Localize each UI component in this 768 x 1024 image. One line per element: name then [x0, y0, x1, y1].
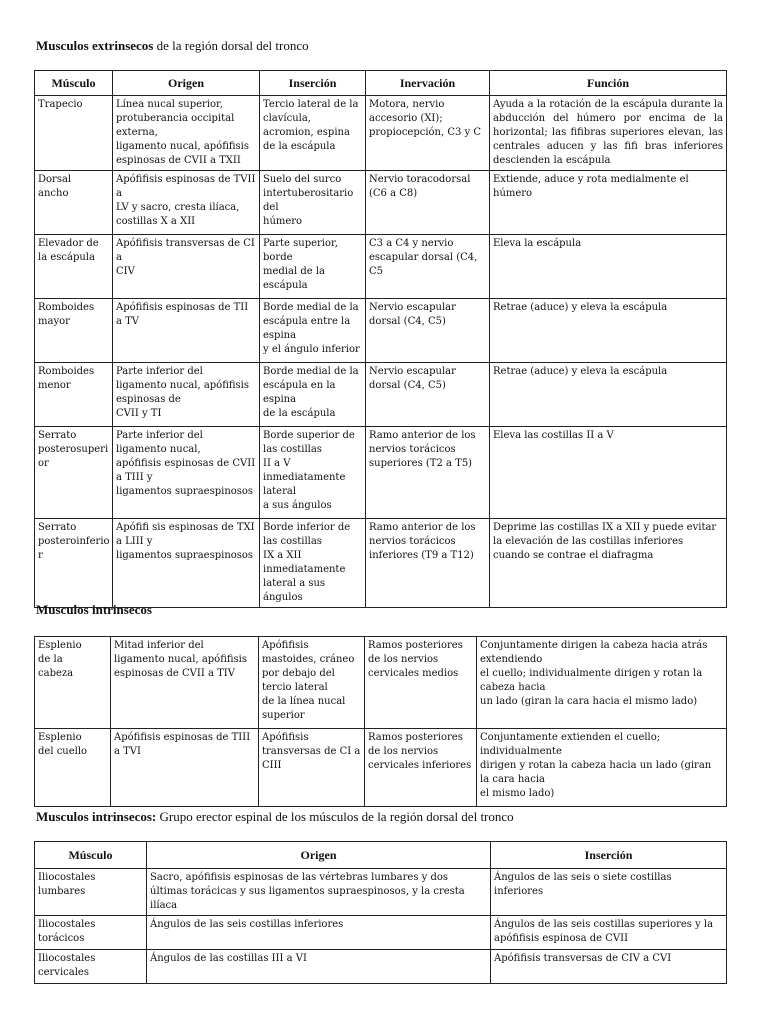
- header-insercion: Inserción: [260, 71, 366, 96]
- cell-muscle: Iliocostales lumbares: [35, 869, 147, 916]
- cell-innervation: Ramo anterior de los nervios torácicos superiores (T2 a T5): [366, 427, 490, 519]
- extrinsic-muscles-table: [34, 70, 727, 608]
- table-row: [35, 96, 727, 171]
- cell-insertion: Borde medial de la escápula en la espina de la escápula: [260, 363, 366, 427]
- cell-origin: Línea nucal superior, protuberancia occipital externa, ligamento nucal, apófifisis espinosas de CVII a TXII: [113, 96, 260, 171]
- cell-function: Conjuntamente extienden el cuello; individualmente dirigen y rotan la cabeza hacia un lado (giran la cara hacia el mismo lado): [477, 729, 727, 807]
- cell-function: Extiende, aduce y rota medialmente el húmero: [490, 171, 727, 235]
- table-row: [35, 637, 727, 729]
- cell-muscle: Iliocostales torácicos: [35, 916, 147, 950]
- cell-origin: Apófifisis transversas de CI a CIV: [113, 235, 260, 299]
- header-musculo: Músculo: [35, 71, 113, 96]
- cell-insertion: Borde superior de las costillas II a V inmediatamente lateral a sus ángulos: [260, 427, 366, 519]
- cell-origin: Mitad inferior del ligamento nucal, apófifisis espinosas de CVII a TIV: [111, 637, 259, 729]
- cell-innervation: C3 a C4 y nervio escapular dorsal (C4, C5: [366, 235, 490, 299]
- header-funcion: Función: [490, 71, 727, 96]
- header-inervacion: Inervación: [366, 71, 490, 96]
- cell-insertion: Suelo del surco intertuberositario del húmero: [260, 171, 366, 235]
- cell-insertion: Borde medial de la escápula entre la espina y el ángulo inferior: [260, 299, 366, 363]
- cell-origin: Apófifi sis espinosas de TXI a LIII y ligamentos supraespinosos: [113, 519, 260, 608]
- section3-title-bold: Musculos intrinsecos:: [36, 809, 157, 824]
- cell-origin: Ángulos de las seis costillas inferiores: [147, 916, 491, 950]
- table-row: [35, 171, 727, 235]
- cell-insertion: Parte superior, borde medial de la escápula: [260, 235, 366, 299]
- intrinsic-splenius-table: [34, 636, 727, 807]
- cell-insertion: Apófifisis transversas de CI a CIII: [259, 729, 365, 807]
- table-row: [35, 427, 727, 519]
- cell-function: Conjuntamente dirigen la cabeza hacia atrás extendiendo el cuello; individualmente dirigen y rotan la cabeza hacia un lado (giran la cara hacia el mismo lado): [477, 637, 727, 729]
- cell-innervation: Ramos posteriores de los nervios cervicales inferiores: [365, 729, 477, 807]
- table-row: [35, 235, 727, 299]
- cell-origin: Sacro, apófifisis espinosas de las vértebras lumbares y dos últimas torácicas y sus ligamentos supraespinosos, y la cresta ilíaca: [147, 869, 491, 916]
- header-insercion: Inserción: [491, 842, 727, 869]
- cell-origin: Ángulos de las costillas III a VI: [147, 950, 491, 984]
- cell-muscle: Serrato posterosuperi or: [35, 427, 113, 519]
- section1-title-bold: Musculos extrinsecos: [36, 38, 154, 53]
- erector-spinae-table: [34, 841, 727, 984]
- section1-title: [36, 38, 309, 54]
- cell-insertion: Apófifisis mastoides, cráneo por debajo del tercio lateral de la línea nucal superior: [259, 637, 365, 729]
- cell-muscle: Romboides mayor: [35, 299, 113, 363]
- table-header-row: [35, 842, 727, 869]
- header-origen: Origen: [147, 842, 491, 869]
- cell-origin: Parte inferior del ligamento nucal, apófifisis espinosas de CVII y TI: [113, 363, 260, 427]
- cell-insertion: Apófifisis transversas de CIV a CVI: [491, 950, 727, 984]
- cell-function: Eleva la escápula: [490, 235, 727, 299]
- cell-origin: Parte inferior del ligamento nucal, apófifisis espinosas de CVII a TIII y ligamentos supraespinosos: [113, 427, 260, 519]
- cell-function: Deprime las costillas IX a XII y puede evitar la elevación de las costillas inferiores cuando se contrae el diafragma: [490, 519, 727, 608]
- section3-title: [36, 809, 514, 825]
- cell-muscle: Romboides menor: [35, 363, 113, 427]
- cell-insertion: Tercio lateral de la clavícula, acromion, espina de la escápula: [260, 96, 366, 171]
- cell-insertion: Ángulos de las seis costillas superiores y la apófifisis espinosa de CVII: [491, 916, 727, 950]
- cell-innervation: Ramos posteriores de los nervios cervicales medios: [365, 637, 477, 729]
- header-musculo: Músculo: [35, 842, 147, 869]
- cell-muscle: Esplenio de la cabeza: [35, 637, 111, 729]
- cell-muscle: Serrato posteroinferio r: [35, 519, 113, 608]
- cell-muscle: Elevador de la escápula: [35, 235, 113, 299]
- section2-title-bold: Musculos intrinsecos: [36, 602, 152, 617]
- table-header-row: [35, 71, 727, 96]
- cell-origin: Apófifisis espinosas de TII a TV: [113, 299, 260, 363]
- cell-innervation: Nervio toracodorsal (C6 a C8): [366, 171, 490, 235]
- cell-muscle: Trapecio: [35, 96, 113, 171]
- section1-title-rest: de la región dorsal del tronco: [153, 38, 309, 53]
- table-row: [35, 869, 727, 916]
- table-row: [35, 519, 727, 608]
- cell-innervation: Ramo anterior de los nervios torácicos inferiores (T9 a T12): [366, 519, 490, 608]
- cell-muscle: Iliocostales cervicales: [35, 950, 147, 984]
- section3-title-rest: Grupo erector espinal de los músculos de la región dorsal del tronco: [156, 809, 514, 824]
- cell-insertion: Ángulos de las seis o siete costillas inferiores: [491, 869, 727, 916]
- cell-innervation: Nervio escapular dorsal (C4, C5): [366, 299, 490, 363]
- cell-muscle: Dorsal ancho: [35, 171, 113, 235]
- table-row: [35, 729, 727, 807]
- cell-function: Retrae (aduce) y eleva la escápula: [490, 363, 727, 427]
- table-row: [35, 950, 727, 984]
- section2-title: [36, 602, 152, 618]
- table-row: [35, 299, 727, 363]
- cell-function: Retrae (aduce) y eleva la escápula: [490, 299, 727, 363]
- header-origen: Origen: [113, 71, 260, 96]
- cell-function: Eleva las costillas II a V: [490, 427, 727, 519]
- cell-origin: Apófifisis espinosas de TVII a LV y sacro, cresta ilíaca, costillas X a XII: [113, 171, 260, 235]
- cell-innervation: Nervio escapular dorsal (C4, C5): [366, 363, 490, 427]
- table-row: [35, 363, 727, 427]
- cell-function: Ayuda a la rotación de la escápula durante la abducción del húmero por encima de la horizontal; las fifibras superiores elevan, las centrales aducen y las fifi bras inferiores descienden la escápula: [490, 96, 727, 171]
- cell-origin: Apófifisis espinosas de TIII a TVI: [111, 729, 259, 807]
- cell-innervation: Motora, nervio accesorio (XI); propiocepción, C3 y C: [366, 96, 490, 171]
- cell-insertion: Borde inferior de las costillas IX a XII inmediatamente lateral a sus ángulos: [260, 519, 366, 608]
- cell-muscle: Esplenio del cuello: [35, 729, 111, 807]
- table-row: [35, 916, 727, 950]
